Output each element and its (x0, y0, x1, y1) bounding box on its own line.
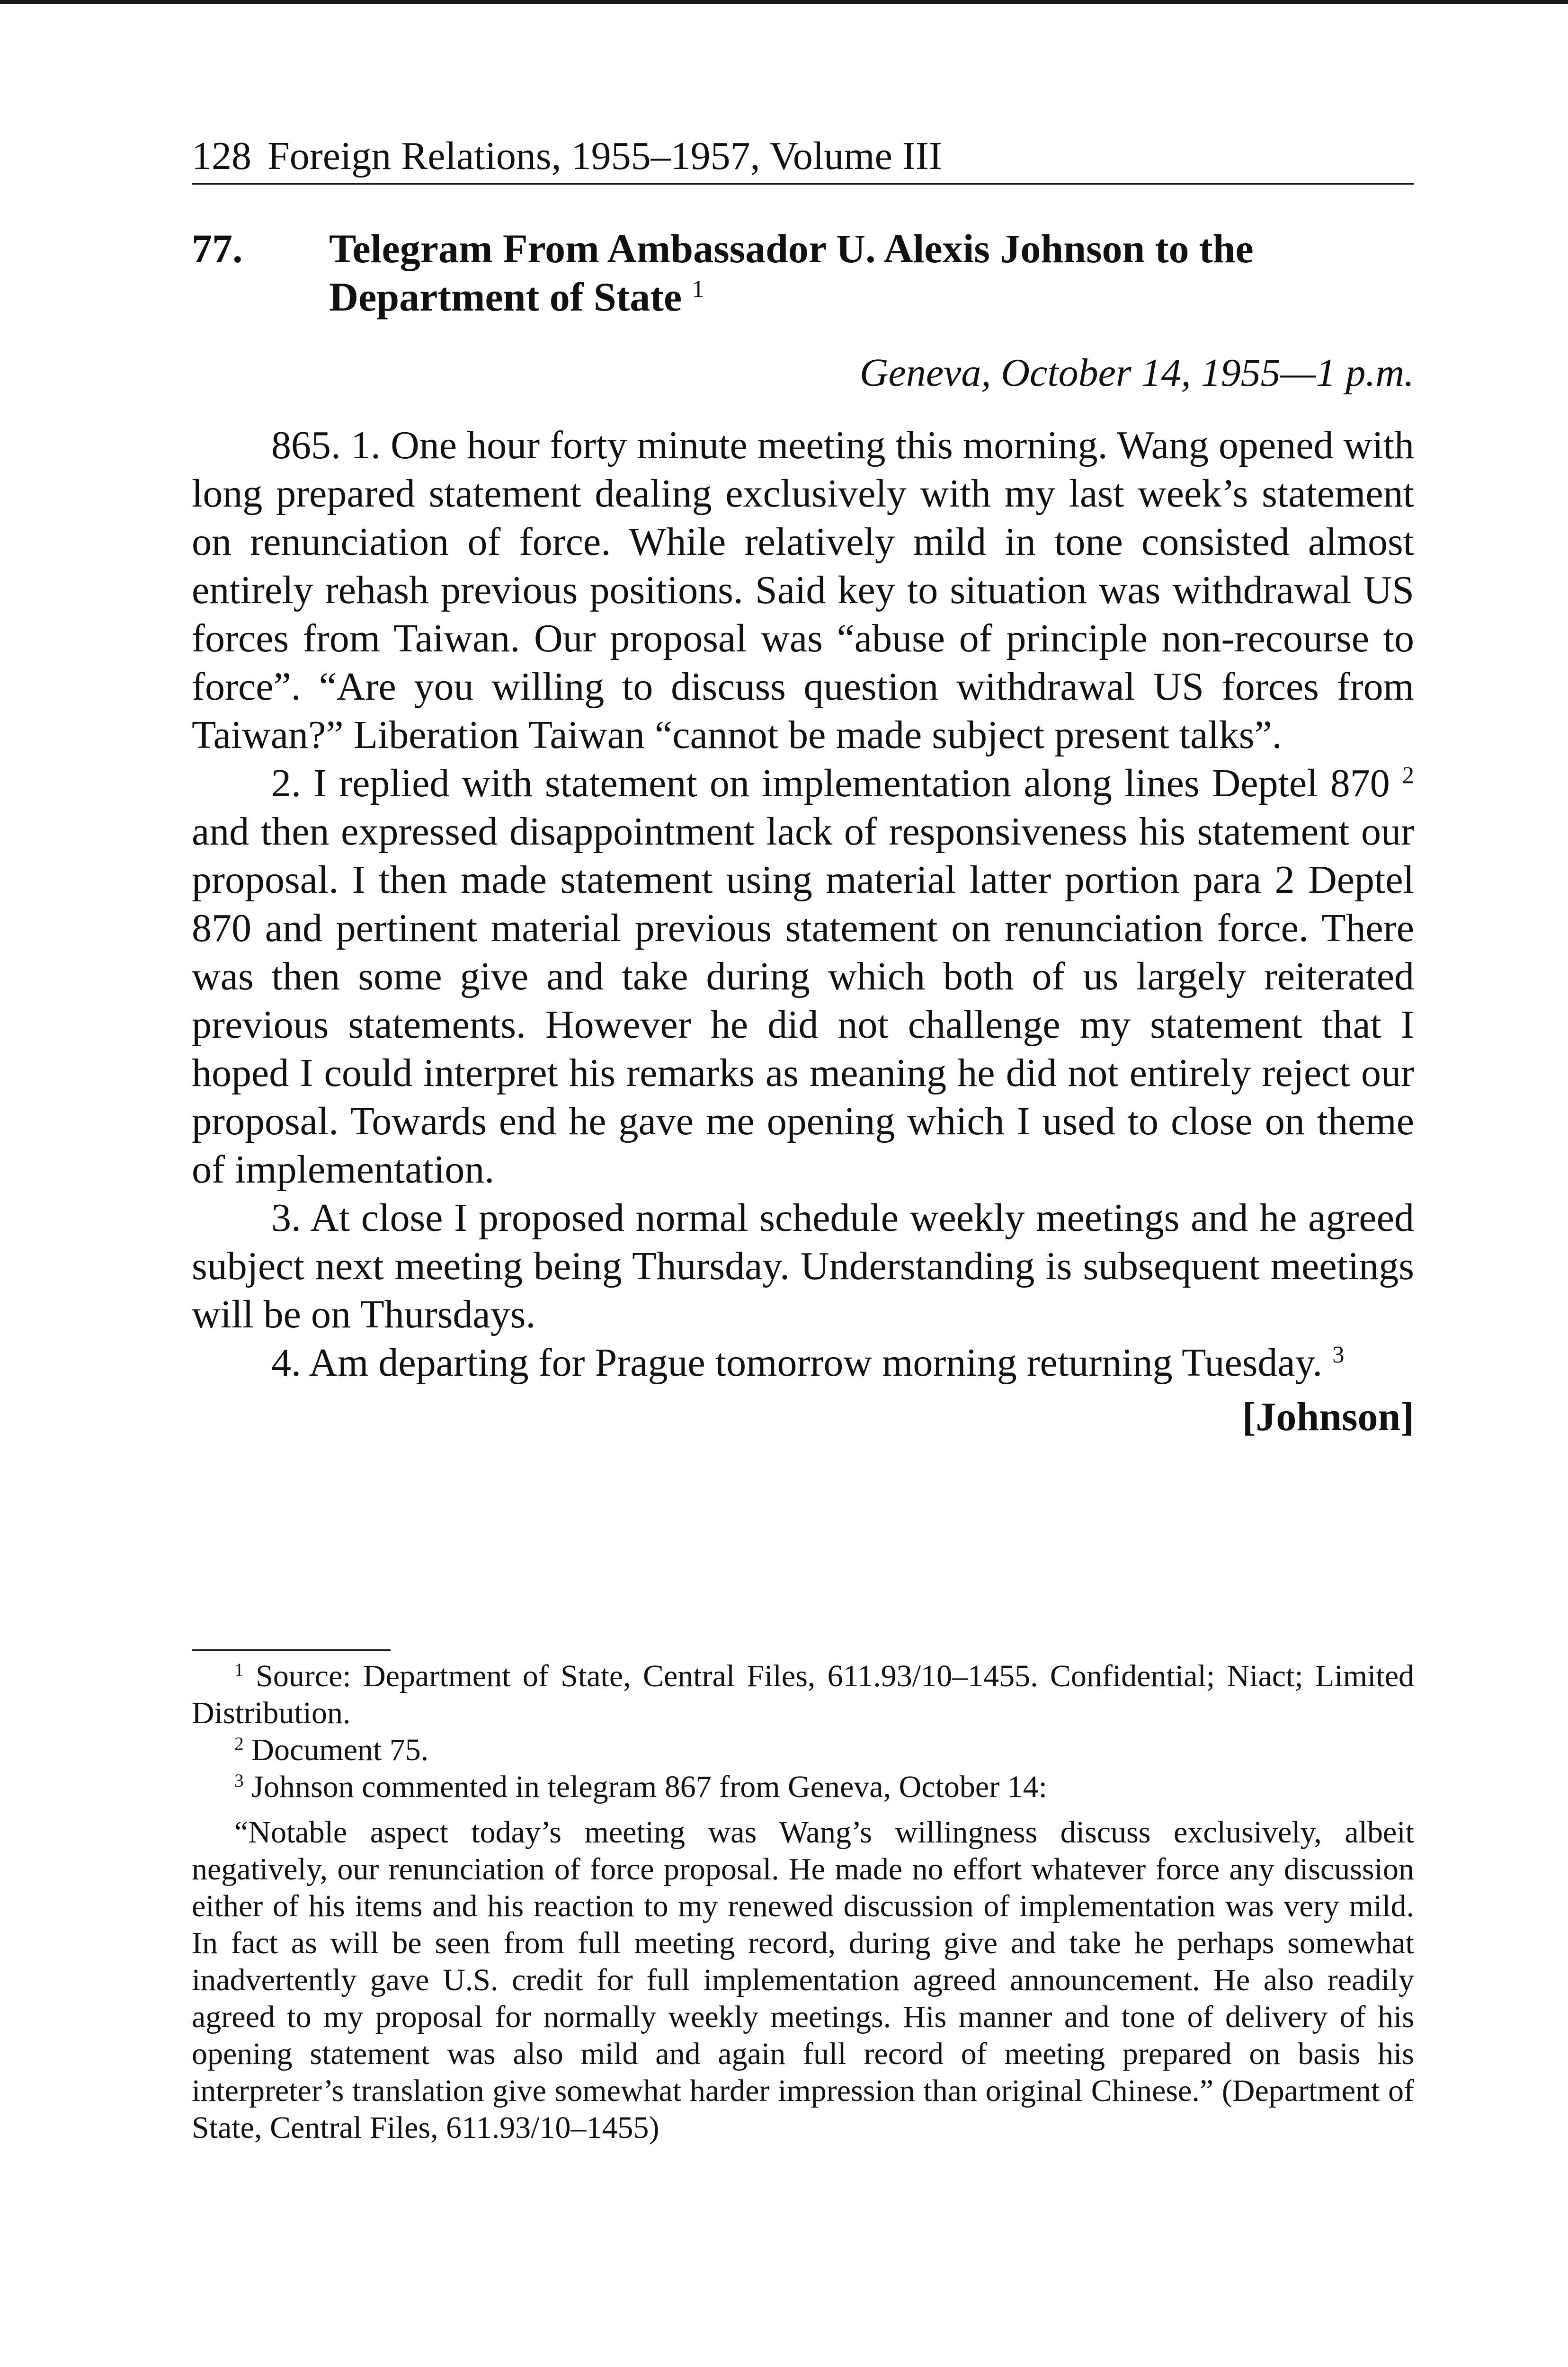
document-heading (192, 224, 1414, 321)
paragraph-2 (192, 759, 1414, 1194)
footnote-text: Johnson commented in telegram 867 from Geneva, October 14: (251, 1770, 1048, 1804)
footnote-divider (192, 1649, 391, 1651)
footnote-mark: 2 (234, 1733, 244, 1754)
footnote-ref-1[interactable]: 1 (692, 276, 704, 303)
footnote-ref-3[interactable]: 3 (1332, 1341, 1345, 1368)
footnote-3 (192, 1769, 1414, 1806)
paragraph-text: 2. I replied with statement on implementation along lines Deptel 870 (271, 761, 1390, 805)
page-number: 128 (192, 134, 251, 178)
document-page (192, 133, 1414, 2146)
paragraph-3 (192, 1194, 1414, 1339)
paragraph-text: 865. 1. One hour forty minute meeting this morning. Wang opened with long prepared statement dealing exclusively with my last week’s statement on renunciation of force. While relatively mild in tone consisted almost entirely rehash previous positions. Said key to situation was withdrawal US forces from Taiwan. Our proposal was “abuse of principle non-recourse to force”. “Are you willing to discuss question withdrawal US forces from Taiwan?” Liberation Taiwan “cannot be made subject present talks”. (192, 423, 1414, 757)
footnote-text: Document 75. (251, 1733, 429, 1767)
running-head (192, 133, 1414, 185)
document-number: 77. (192, 226, 243, 271)
signature: [Johnson] (1242, 1394, 1414, 1439)
paragraph-text: 4. Am departing for Prague tomorrow morning returning Tuesday. (271, 1341, 1323, 1385)
dateline: Geneva, October 14, 1955—1 p.m. (859, 351, 1414, 395)
footnote-3-quotation: “Notable aspect today’s meeting was Wang’s willingness discuss exclusively, albeit negatively, our renunciation of force proposal. He made no effort whatever force any discussion either of his items and his reaction to my renewed discussion of implementation was very mild. In fact as will be seen from full meeting record, during give and take he perhaps somewhat inadvertently gave U.S. credit for full implementation agreed announcement. He also readily agreed to my proposal for normally weekly meetings. His manner and tone of delivery of his opening statement was also mild and again full record of meeting prepared on basis his interpreter’s translation give somewhat harder impression than original Chinese.” (Department of State, Central Files, 611.93/10–1455) (192, 1815, 1414, 2145)
running-head-title: Foreign Relations, 1955–1957, Volume III (267, 134, 942, 178)
footnote-mark: 1 (234, 1659, 244, 1681)
footnote-ref-2[interactable]: 2 (1402, 762, 1414, 789)
paragraph-text: 3. At close I proposed normal schedule weekly meetings and he agreed subject next meeting being Thursday. Understanding is subsequent meetings will be on Thursdays. (192, 1196, 1414, 1336)
footnote-2 (192, 1732, 1414, 1769)
paragraph-text-continued: and then expressed disappointment lack of responsiveness his statement our proposal. I then made statement using material latter portion para 2 Deptel 870 and pertinent material previous statement on renunciation force. There was then some give and take during which both of us largely reiterated previous statements. However he did not challenge my statement that I hoped I could interpret his remarks as meaning he did not entirely reject our proposal. Towards end he gave me opening which I used to close on theme of implementation. (192, 810, 1414, 1192)
paragraph-1 (192, 421, 1414, 759)
document-title (329, 224, 1414, 321)
footnote-text: Source: Department of State, Central Files, 611.93/10–1455. Confidential; Niact; Limited Distribution. (192, 1659, 1414, 1730)
footnote-1 (192, 1658, 1414, 1732)
footnote-mark: 3 (234, 1770, 244, 1791)
telegram-body (192, 421, 1414, 1441)
scan-top-edge (0, 0, 1568, 4)
footnotes (192, 1658, 1414, 2146)
paragraph-4 (192, 1339, 1414, 1387)
document-title-text: Telegram From Ambassador U. Alexis Johnson to the Department of State (329, 226, 1254, 320)
